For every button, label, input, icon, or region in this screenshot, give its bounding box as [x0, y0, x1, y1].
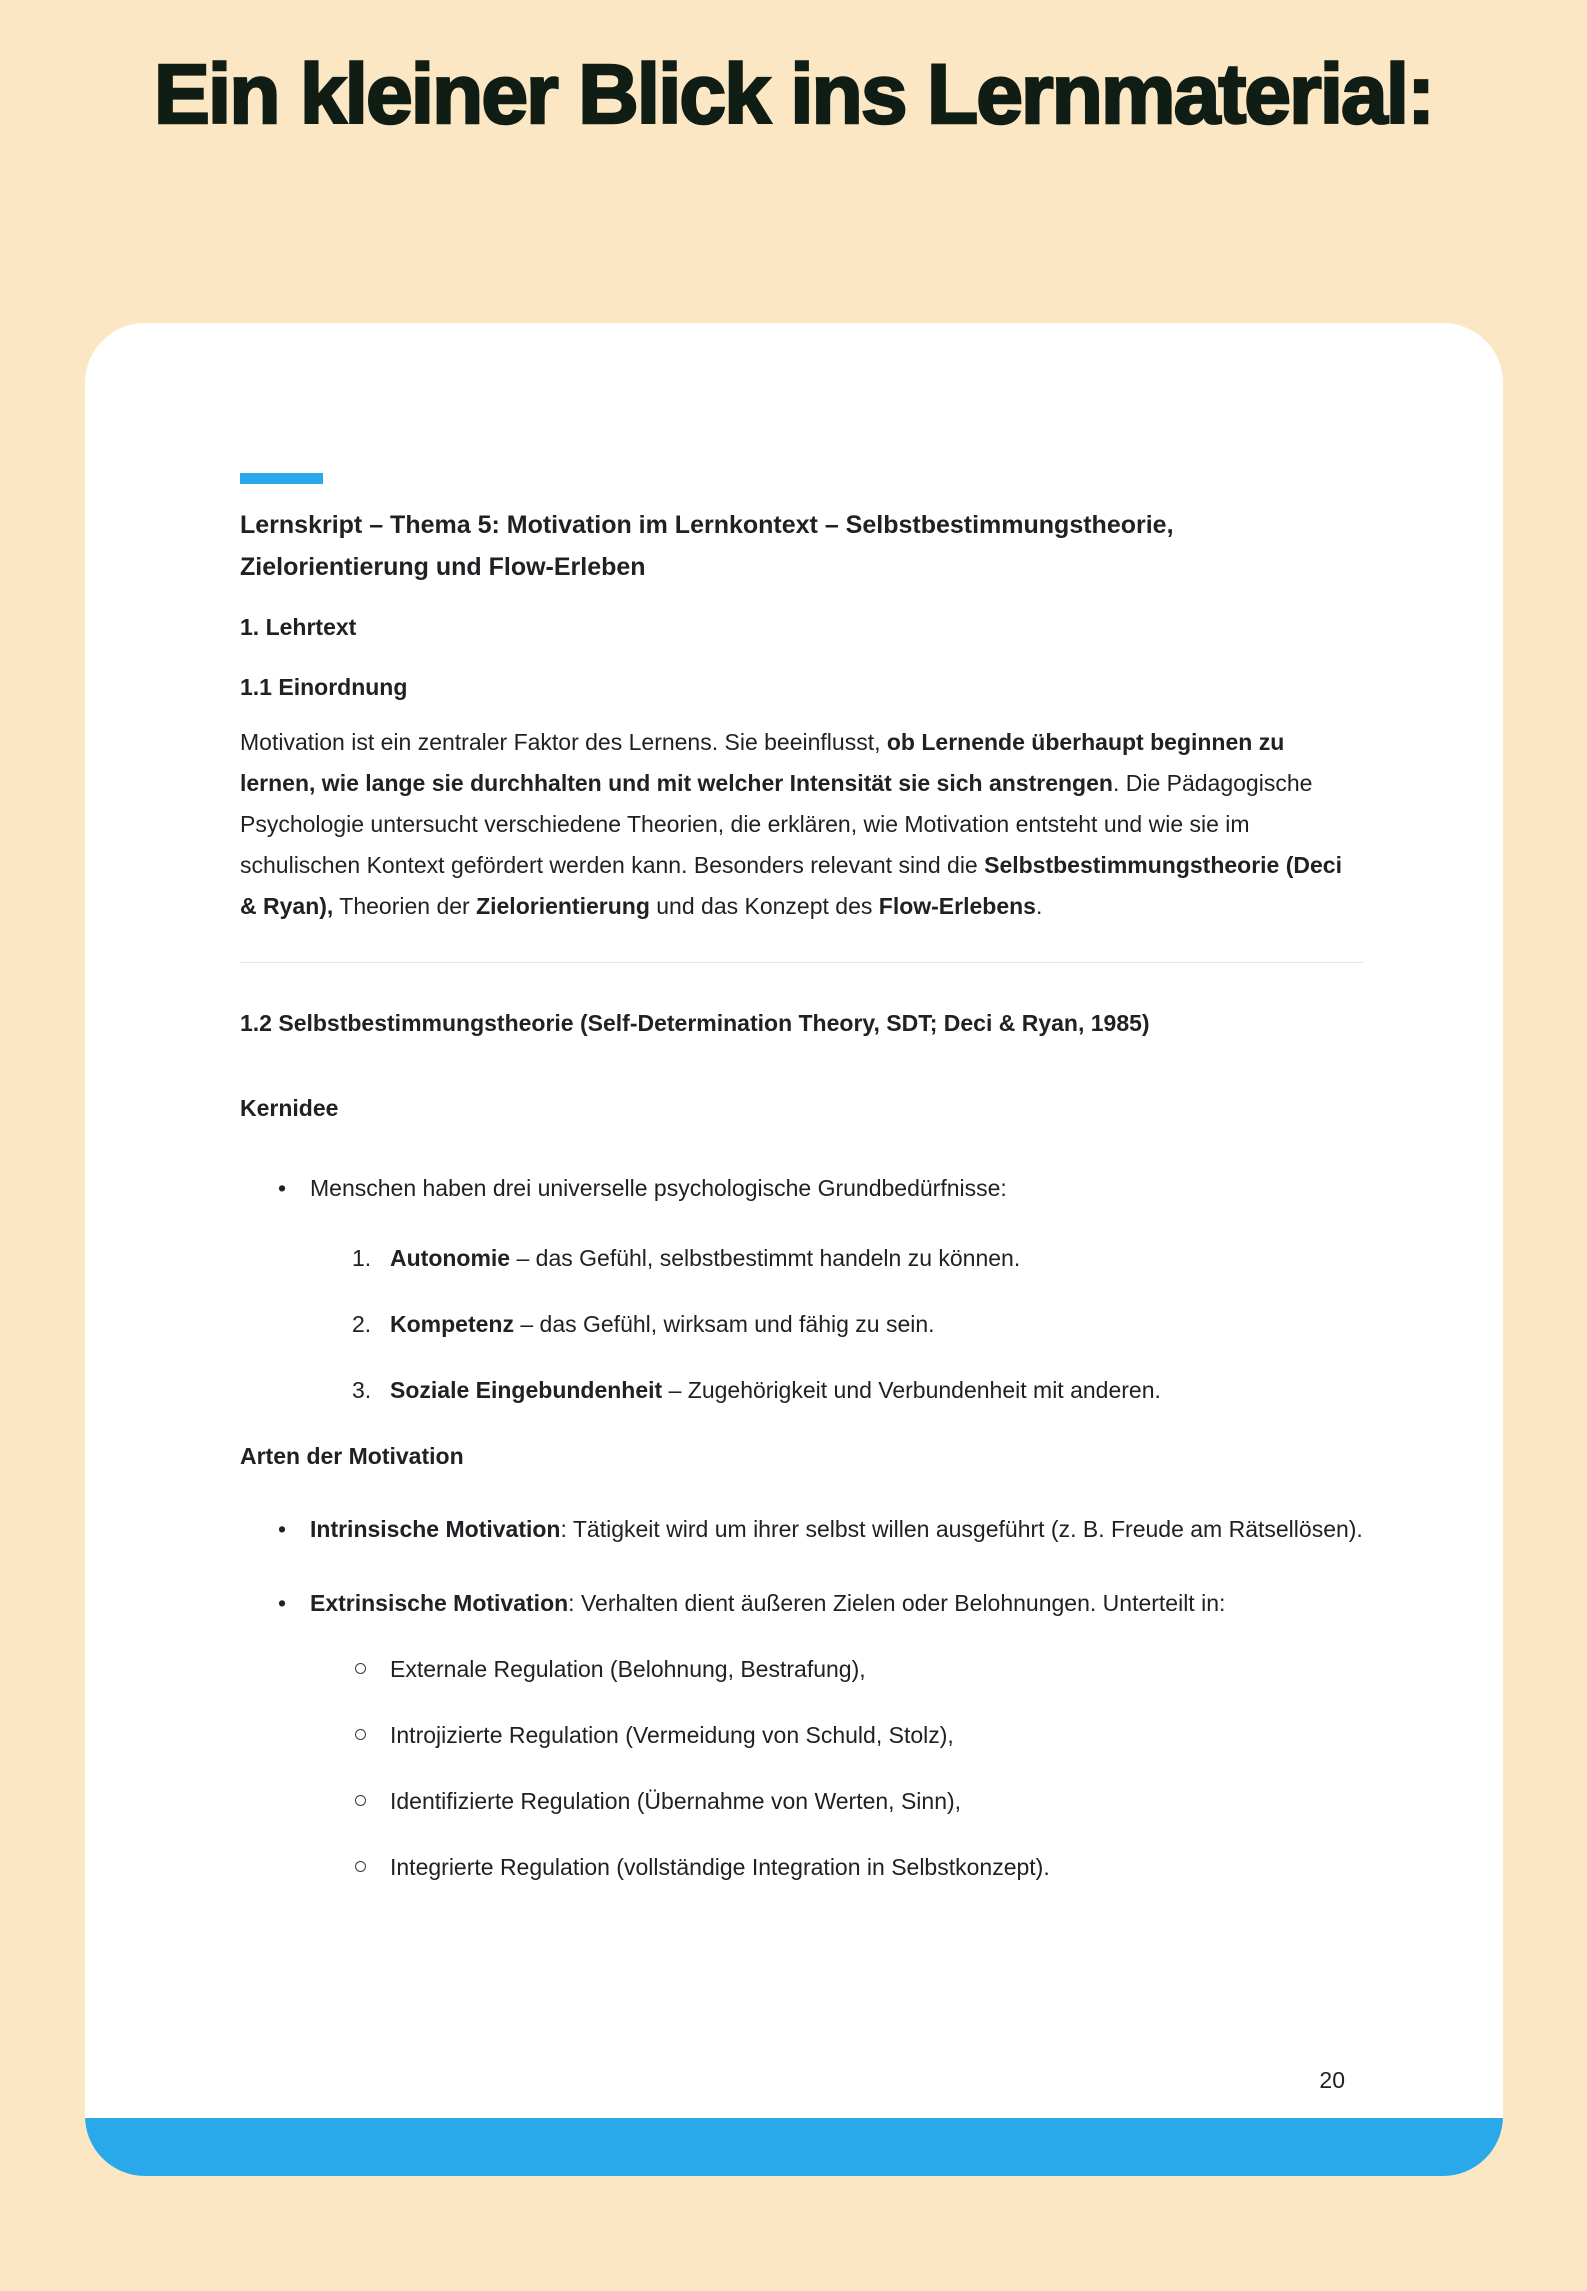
section-heading-lehrtext: 1. Lehrtext	[240, 614, 357, 640]
section-divider	[240, 962, 1363, 963]
list-item-text: Extrinsische Motivation: Verhalten dient äußeren Zielen oder Belohnungen. Unterteilt in:	[310, 1590, 1226, 1616]
document-title: Lernskript – Thema 5: Motivation im Lernkontext – Selbstbestimmungstheorie, Zielorientierung und Flow-Erleben	[240, 511, 1174, 581]
document-card	[85, 323, 1503, 2176]
list-item-text: Integrierte Regulation (vollständige Integration in Selbstkonzept).	[390, 1854, 1050, 1880]
subheading-arten: Arten der Motivation	[240, 1443, 464, 1469]
list-item-text: Kompetenz – das Gefühl, wirksam und fähig zu sein.	[390, 1311, 935, 1337]
list-number: 2.	[352, 1311, 372, 1337]
section-heading-einordnung: 1.1 Einordnung	[240, 674, 408, 700]
bullet-dot-icon: •	[278, 1175, 287, 1201]
accent-bar	[240, 473, 323, 484]
circle-bullet-icon	[355, 1720, 390, 1740]
intro-paragraph: Motivation ist ein zentraler Faktor des Lernens. Sie beeinflusst, ob Lernende überhaupt beginnen zu lernen, wie lange sie durchhalten und mit welcher Intensität sie sich anstrengen. Die Pädagogische Psychologie untersucht verschiedene Theorien, die erklären, wie Motivation entsteht und wie sie im schulischen Kontext gefördert werden kann. Besonders relevant sind die Selbstbestimmungstheorie (Deci & Ryan), Theorien der Zielorientierung und das Konzept des Flow-Erlebens.	[240, 729, 1342, 919]
page-title: Ein kleiner Blick ins Lernmaterial:	[153, 47, 1434, 141]
list-item-text: Autonomie – das Gefühl, selbstbestimmt handeln zu können.	[390, 1245, 1021, 1271]
list-number: 1.	[352, 1245, 372, 1271]
numbered-list-item	[240, 1243, 1363, 1273]
list-item	[240, 1173, 1363, 1203]
numbered-list-item	[240, 1309, 1363, 1339]
list-item-text: Soziale Eingebundenheit – Zugehörigkeit und Verbundenheit mit anderen.	[390, 1377, 1161, 1403]
numbered-list-item	[240, 1375, 1363, 1405]
list-item-text: Menschen haben drei universelle psychologische Grundbedürfnisse:	[310, 1175, 1007, 1201]
sub-list-item	[240, 1654, 1363, 1684]
circle-bullet-icon	[355, 1786, 390, 1806]
subheading-kernidee: Kernidee	[240, 1095, 339, 1121]
section-heading-sdt: 1.2 Selbstbestimmungstheorie (Self-Determination Theory, SDT; Deci & Ryan, 1985)	[240, 1010, 1150, 1036]
list-item-text: Introjizierte Regulation (Vermeidung von Schuld, Stolz),	[390, 1722, 954, 1748]
circle-bullet-icon	[355, 1654, 390, 1674]
list-item	[240, 1509, 1363, 1550]
list-item-text: Identifizierte Regulation (Übernahme von Werten, Sinn),	[390, 1788, 962, 1814]
circle-bullet-icon	[355, 1852, 390, 1872]
sub-list-item	[240, 1852, 1363, 1882]
page-number: 20	[1319, 2067, 1345, 2093]
footer-accent-strip	[85, 2118, 1503, 2176]
bullet-dot-icon: •	[278, 1590, 287, 1616]
list-item	[240, 1583, 1363, 1624]
document-content	[85, 323, 1503, 1882]
sub-list-item	[240, 1786, 1363, 1816]
sub-list-item	[240, 1720, 1363, 1750]
bullet-dot-icon: •	[278, 1516, 287, 1542]
list-item-text: Externale Regulation (Belohnung, Bestrafung),	[390, 1656, 866, 1682]
page-background	[0, 46, 1587, 2291]
list-number: 3.	[352, 1377, 372, 1403]
list-item-text: Intrinsische Motivation: Tätigkeit wird um ihrer selbst willen ausgeführt (z. B. Freude am Rätsellösen).	[310, 1516, 1363, 1542]
